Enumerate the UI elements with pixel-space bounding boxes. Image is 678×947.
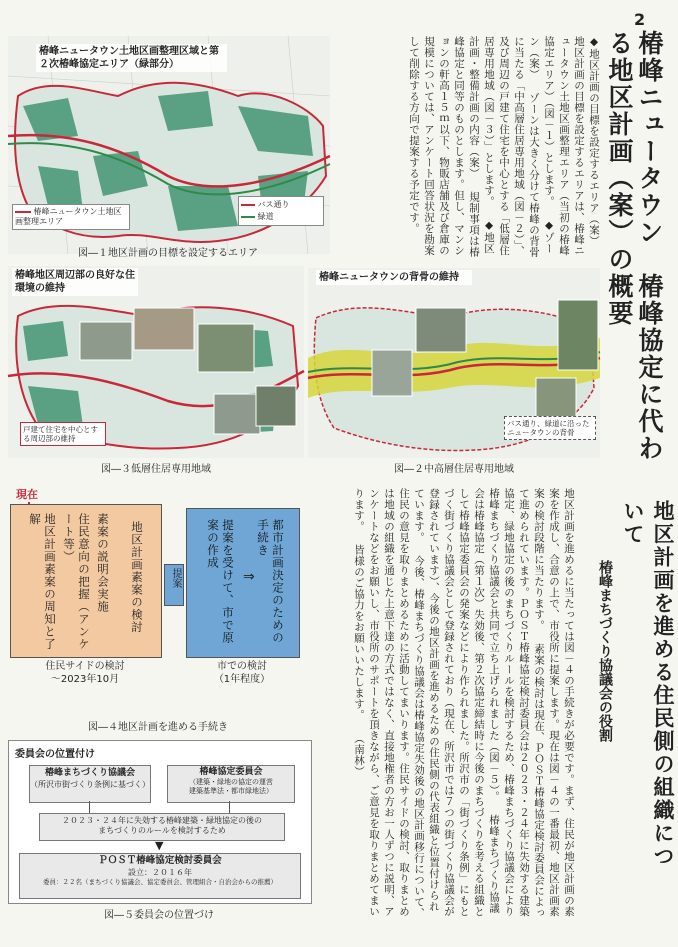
main-headline: 椿峰ニュータウン 椿峰協定に代わる地区計画（案）の概要 (605, 30, 664, 462)
post-box (19, 853, 301, 899)
article2-body (320, 488, 576, 920)
resident-step: 住民意向の把握（アンケート等） (62, 513, 91, 651)
article1-para: 地区計画の目標を設定するエリアは、椿峰ニュータウン土地区画整理エリア（当初の椿峰協定エリア）（図－１）とします。 (543, 36, 585, 256)
figure1-legend-left (12, 204, 130, 230)
article1-para: 規制事項は椿峰協定と同等のものとします。但し、マンションの軒高１５ｍ以下、物販店舗及び倉庫の規模については、アンケート回答状況を勘案して削除する方向で提案する予定です。 (408, 36, 480, 258)
figure2-note: バス通り、緑道に沿ったニュータウンの背骨 (504, 416, 596, 440)
resident-step: 地区計画素案の検討 (130, 521, 144, 634)
org2-box (167, 765, 295, 803)
figure1-map (8, 36, 330, 254)
article1-para: ◆ゾーン（案） (528, 36, 555, 254)
legend-boundary-label: 椿峰ニュータウン土地区画整理エリア (15, 207, 122, 226)
legend-green-label: 緑道 (257, 212, 274, 221)
article2-para: （南林） (353, 733, 365, 777)
city-step: 提案を受けて、市で原案の作成 (206, 519, 235, 644)
figure4-diagram (8, 486, 308, 716)
city-step: 都市計画決定のための手続き (256, 519, 285, 644)
article2-para: 椿峰まちづくり協議会は椿峰協定（第１次）失効後、第２次協定締結時に今後のまちづくりを考える組織として椿峰協定委員会の発案などにより作られました。所沢市の「街づくり条例」にもとづく街づくり協議会として登録されており（現在、所沢市では７つの街づくり協議会が登録されています）、今後の地区計画を進めるための住民側の代表組織と位置付けられています。 (413, 488, 500, 917)
city-arrow: ⇒ (243, 569, 255, 585)
org2-sub: （建築・緑地の協定の運営 建築基準法・都市緑地法） (189, 778, 273, 795)
post-members: 委員：２２名（まちづくり協議会、協定委員会、管理組合・自治会からの推薦） (43, 878, 277, 886)
city-footer: 市での検討 （1年程度） (213, 661, 271, 685)
figure3-note: 戸建て住宅を中心とする周辺部の維持 (20, 422, 106, 446)
resident-footer: 住民サイドの検討 ～2023年10月 (45, 661, 125, 685)
post-established: 設立：２０１６年 (128, 868, 192, 877)
figure3-map (8, 266, 304, 458)
resident-step: 地区計画素案の周知と了解 (28, 513, 57, 651)
figure2-map (308, 268, 600, 458)
figure3-title: 椿峰地区周辺部の良好な住環境の維持 (12, 268, 138, 296)
article2-para: 素案の検討は現在、ＰＯＳＴ椿峰協定検討委員会によって進められています。ＰＯＳＴ椿峰協定検討委員会は２０２３・２４年に失効する建築協定、緑地協定の後のまちづくりルールを検討するため、椿峰まちづくり協議会により椿峰まちづくり協議会と共同で立ち上げられました（図－５）。 (488, 488, 545, 919)
legend-bus-label: バス通り (257, 200, 290, 209)
down-arrow: ▼ (155, 839, 164, 852)
article1-para: ◆地区計画の目標を設定するエリア（案） (588, 36, 600, 247)
article1-para: ◆地区計画・整備計画の内容（案） (468, 36, 495, 254)
figure2-caption: 図―２中高層住居専用地域 (394, 464, 514, 475)
article1-para: ゾーンは大きく分けて椿峰の背骨に当たる「中高層住居専用地域（図－２）」、及び周辺の戸建て住宅を中心とする「低層住居専用地域（図－３）」とします。 (483, 36, 540, 258)
figure5-title: 委員会の位置付け (15, 749, 95, 760)
org1-sub: （所沢市街づくり条例に基づく） (30, 780, 150, 789)
post-name: ＰＯＳＴ椿峰協定検討委員会 (98, 855, 222, 866)
org1-box (29, 765, 151, 803)
figure2-title: 椿峰ニュータウンの背骨の維持 (316, 270, 472, 285)
article2-para: 皆様のご協力をお願いいたします。 (353, 544, 365, 721)
figure1-legend-right (238, 196, 324, 226)
figure3-caption: 図―３低層住居専用地域 (101, 464, 211, 475)
city-box (186, 508, 300, 658)
article2-para: 地区計画を進めるに当たっては図－４の手続きが必要です。まず、住民が地区計画の素案を作成し、合意の上で、市役所に提案します。現在は図－４の一番最初、地区計画素案の検討段階に当たります。 (533, 488, 575, 917)
org2-name: 椿峰協定委員会 (199, 767, 263, 777)
connector-left (89, 801, 90, 813)
org1-name: 椿峰まちづくり協議会 (45, 768, 135, 778)
section2-headline: 地区計画を進める住民側の組織について (621, 500, 675, 868)
figure5-chart (8, 740, 312, 904)
purpose-line2: まちづくりのルールを検討するため (98, 826, 226, 835)
section2-subtitle: 椿峰まちづくり協議会の役割 (597, 560, 613, 742)
article2-para: 今後、椿峰まちづくり協議会は椿峰協定失効後の地区計画移行について、住民の意見を取りまとめるために活動してまいります。住民サイドの検討、取りまとめは地域の組織を通じた上意下達の方式ではなく、直接地権者の方お一人ずつに説明、アンケートなどをお願いし、市役所のサポートを頂きながら、ご意見を取りまとめてまいります。 (353, 488, 425, 919)
current-label: 現在 (16, 488, 38, 501)
resident-step: 素案の説明会実施 (96, 513, 110, 613)
proposal-label: 提案 (170, 568, 181, 588)
figure1-title: 椿峰ニュータウン土地区画整理区域と第２次椿峰協定エリア（緑部分） (36, 44, 227, 72)
resident-box (10, 504, 162, 658)
page-number: 2 (634, 10, 646, 29)
purpose-line1: ２０２３・２４年に失効する椿峰建築・緑地協定の後の (62, 816, 262, 825)
figure4-caption: 図―４地区計画を進める手続き (88, 722, 228, 733)
connector-right (229, 801, 230, 813)
article1-body (336, 36, 601, 258)
figure5-caption: 図―５委員会の位置づけ (104, 910, 214, 921)
figure1-caption: 図―１地区計画の目標を設定するエリア (78, 248, 258, 259)
purpose-box (39, 813, 285, 841)
